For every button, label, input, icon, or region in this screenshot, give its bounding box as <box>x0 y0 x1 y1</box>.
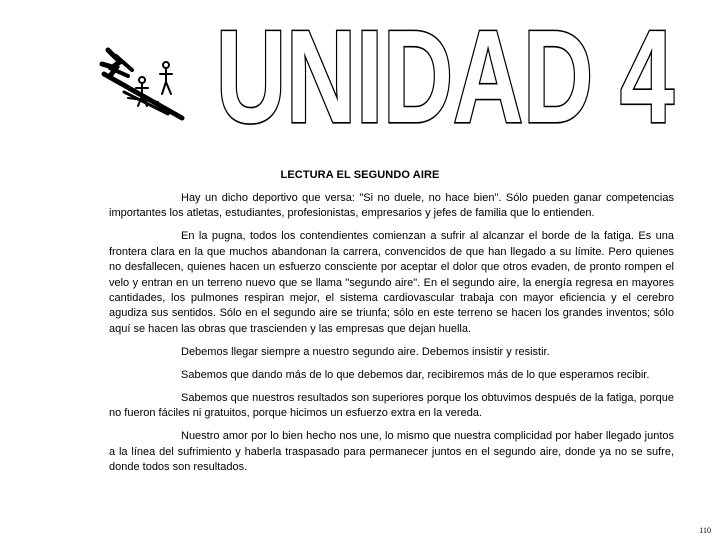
reading-body <box>109 191 674 483</box>
unit-title <box>210 12 680 132</box>
page-number: 110 <box>699 526 711 535</box>
reading-heading: LECTURA EL SEGUNDO AIRE <box>280 169 440 181</box>
reading-paragraph: En la pugna, todos los contendientes comienzan a sufrir al alcanzar el borde de la fatiga. Es una frontera clara en la que muchos abandonan la carrera, convencidos de que han llegado a su límite. Pero quienes no desfallecen, quienes hacen un esfuerzo consciente por aceptar el dolor que otros evaden, de pronto rompen el velo y entran en un terreno nuevo que se llama "segundo aire". En el segundo aire, la energía regresa en mayores cantidades, los pulmones respiran mejor, el sistema cardiovascular trabaja con mayor eficiencia y el cerebro agudiza sus sentidos. Sólo en el segundo aire se triunfa; sólo en este terreno se hacen los grandes inventos; sólo aquí se hacen las obras que trascienden y las empresas que dejan huella. <box>109 230 674 335</box>
unit-title-text: UNIDAD 4 <box>216 12 674 132</box>
tug-of-war-rope-icon <box>98 40 190 122</box>
reading-paragraph: Nuestro amor por lo bien hecho nos une, lo mismo que nuestra complicidad por haber llegado juntos a la línea del sufrimiento y haberla traspasado para permanecer juntos en el segundo aire, donde ya no se sufre, donde todos son resultados. <box>109 430 674 474</box>
reading-paragraph: Debemos llegar siempre a nuestro segundo aire. Debemos insistir y resistir. <box>181 345 550 358</box>
reading-paragraph: Hay un dicho deportivo que versa: "Si no duele, no hace bien". Sólo pueden ganar competencias importantes los atletas, estudiantes, profesionistas, empresarios y jefes de familia que lo entienden. <box>109 192 674 220</box>
reading-paragraph: Sabemos que dando más de lo que debemos dar, recibiremos más de lo que esperamos recibir. <box>181 368 650 381</box>
reading-paragraph: Sabemos que nuestros resultados son superiores porque los obtuvimos después de la fatiga, porque no fueron fáciles ni gratuitos, porque hicimos un esfuerzo extra en la vereda. <box>109 391 674 420</box>
